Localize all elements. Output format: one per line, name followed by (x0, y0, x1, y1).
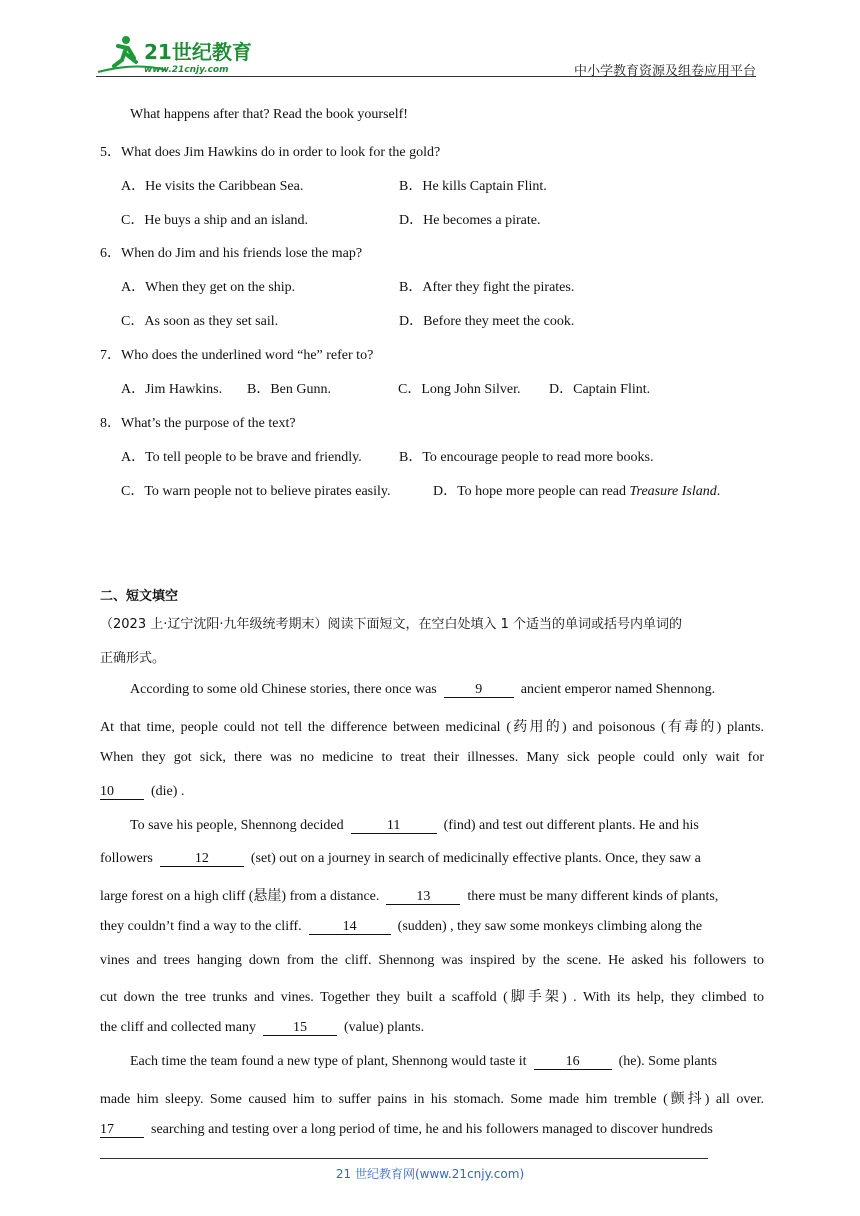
passage-line-13: made him sleepy. Some caused him to suffer pains in his stomach. Some made him tremble (颤抖) all over. (100, 1092, 764, 1107)
option-8d: D．To hope more people can read Treasure Island. (433, 484, 721, 499)
passage-line-6: followers 12 (set) out on a journey in search of medicinally effective plants. Once, they saw a (100, 851, 701, 866)
option-5b: B．He kills Captain Flint. (399, 179, 547, 194)
passage-line-5: To save his people, Shennong decided 11 (find) and test out different plants. He and his (130, 818, 699, 833)
logo-text: 21世纪教育 (144, 40, 252, 64)
passage-line-3: When they got sick, there was no medicine to treat their illnesses. Many sick people could only wait for (100, 750, 764, 765)
passage-line-9: vines and trees hanging down from the cliff. Shennong was inspired by the scene. He asked his followers to (100, 953, 764, 968)
passage-line-1: According to some old Chinese stories, there once was 9 ancient emperor named Shennong. (130, 682, 716, 697)
site-logo (96, 32, 266, 78)
blank-9: 9 (444, 683, 514, 698)
blank-17: 17 (100, 1123, 144, 1138)
question-7: 7．Who does the underlined word “he” refer to? (100, 348, 374, 363)
option-8c: C．To warn people not to believe pirates easily. (121, 484, 391, 499)
question-6: 6．When do Jim and his friends lose the map? (100, 246, 363, 261)
passage-line-10: cut down the tree trunks and vines. Together they built a scaffold (脚手架) . With its help, they climbed to (100, 990, 764, 1005)
blank-13: 13 (386, 890, 460, 905)
blank-10: 10 (100, 785, 144, 800)
passage-line-2: At that time, people could not tell the difference between medicinal (药用的) and poisonous (有毒的) plants. (100, 720, 764, 735)
option-7b: B．Ben Gunn. (247, 382, 331, 397)
section-instructions-1: （2023 上·辽宁沈阳·九年级统考期末）阅读下面短文，在空白处填入 1 个适当的单词或括号内单词的 (100, 617, 683, 632)
option-8a: A．To tell people to be brave and friendly. (121, 450, 362, 465)
option-7d: D．Captain Flint. (549, 382, 651, 397)
footer-divider (100, 1158, 708, 1159)
passage-line-12: Each time the team found a new type of plant, Shennong would taste it 16 (he). Some plants (130, 1054, 717, 1069)
option-5d: D．He becomes a pirate. (399, 213, 541, 228)
question-5: 5．What does Jim Hawkins do in order to look for the gold? (100, 145, 441, 160)
logo-url: www.21cnjy.com (144, 65, 229, 75)
blank-16: 16 (534, 1055, 612, 1070)
question-8: 8．What’s the purpose of the text? (100, 416, 296, 431)
section-instructions-2: 正确形式。 (100, 651, 166, 666)
page-header (96, 32, 756, 78)
blank-12: 12 (160, 852, 244, 867)
book-title: Treasure Island (629, 484, 717, 499)
blank-11: 11 (351, 819, 437, 834)
blank-15: 15 (263, 1021, 337, 1036)
option-5a: A．He visits the Caribbean Sea. (121, 179, 304, 194)
passage-line-11: the cliff and collected many 15 (value) plants. (100, 1020, 425, 1035)
option-7a: A．Jim Hawkins. (121, 382, 223, 397)
option-6a: A．When they get on the ship. (121, 280, 296, 295)
option-6c: C．As soon as they set sail. (121, 314, 279, 329)
header-divider (96, 76, 756, 77)
option-6b: B．After they fight the pirates. (399, 280, 575, 295)
passage-line-4: 10 (die) . (100, 784, 185, 799)
section-title: 二、短文填空 (100, 589, 179, 604)
footer-text: 21 世纪教育网(www.21cnjy.com) (335, 1167, 525, 1181)
passage-line-14: 17 searching and testing over a long period of time, he and his followers managed to discover hundreds (100, 1122, 713, 1137)
intro-line: What happens after that? Read the book yourself! (130, 107, 408, 122)
option-6d: D．Before they meet the cook. (399, 314, 575, 329)
passage-line-8: they couldn’t find a way to the cliff. 14 (sudden) , they saw some monkeys climbing along the (100, 919, 703, 934)
option-5c: C．He buys a ship and an island. (121, 213, 309, 228)
header-platform-text: 中小学教育资源及组卷应用平台 (573, 64, 756, 79)
blank-14: 14 (309, 920, 391, 935)
option-8b: B．To encourage people to read more books. (399, 450, 654, 465)
passage-line-7: large forest on a high cliff (悬崖) from a distance. 13 there must be many different kinds of plants, (100, 889, 719, 904)
option-7c: C．Long John Silver. (398, 382, 521, 397)
